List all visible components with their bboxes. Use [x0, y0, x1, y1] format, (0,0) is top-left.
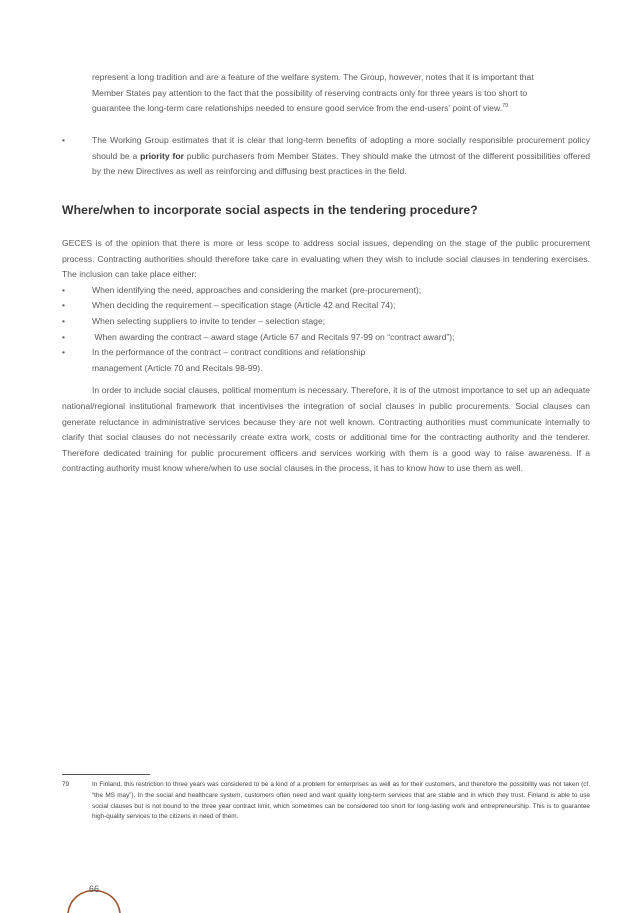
bullet-marker: • — [62, 331, 66, 342]
section-heading: Where/when to incorporate social aspects in the tendering procedure? — [62, 203, 478, 217]
stage-list — [62, 283, 590, 377]
list-item — [62, 283, 590, 299]
closing-paragraph: In order to include social clauses, political momentum is necessary. Therefore, it is of the utmost importance to set up an adequate national/regional institutional framework that incentivises the integration of social clauses in public procurements. Social clauses can generate reluctance in administrative services because they are not well known. Contracting authorities must communicate internally to clarify that social clauses do not necessarily create extra work, costs or additional time for the contracting authority and the tenderer. Therefore dedicated training for public procurement officers and services working with them is a good way to raise awareness. If a contracting authority must know where/when to use social clauses in the process, it has to know how to use them as well. — [62, 385, 590, 474]
bullet-marker: • — [62, 284, 66, 295]
footnote-divider — [62, 774, 150, 775]
list-item-text: When deciding the requirement – specification stage (Article 42 and Recital 74); — [92, 300, 396, 311]
list-item-text: In the performance of the contract – contract conditions and relationship management (Article 70 and Recitals 98-99). — [92, 347, 366, 373]
working-group-text-before: The Working Group estimates that it is clear that long-term benefits of adopting a more socially responsible procurement policy should be a — [92, 135, 590, 161]
top-paragraph — [92, 70, 590, 117]
bullet-marker: • — [62, 347, 66, 358]
working-group-bullet — [62, 133, 590, 180]
page-number: 66 — [88, 884, 99, 894]
top-paragraph-line-3 — [92, 101, 590, 117]
list-item-text: When identifying the need, approaches and considering the market (pre-procurement); — [92, 284, 422, 295]
footnote-ref-79[interactable]: 79 — [502, 103, 509, 110]
list-item — [62, 314, 590, 330]
priority-for-emphasis: priority for — [140, 150, 184, 161]
footnote — [62, 780, 590, 823]
bullet-marker: • — [62, 300, 66, 311]
list-item — [62, 345, 590, 376]
bullet-marker: • — [62, 135, 66, 145]
intro-paragraph: GECES is of the opinion that there is more or less scope to address social issues, depending on the stage of the public procurement process. Contracting authorities should therefore take care in evaluating when they wish to include social clauses in tendering exercises. The inclusion can take place either: — [62, 238, 590, 280]
top-paragraph-line-3-text: guarantee the long-term care relationships needed to ensure good service from the end-users' point of view. — [92, 103, 503, 114]
section-body — [62, 236, 590, 477]
top-paragraph-line-2: Member States pay attention to the fact that the possibility of reserving contracts only for three years is too short to — [92, 87, 528, 98]
bullet-marker: • — [62, 315, 66, 326]
working-group-text-after: public purchasers from Member States. They should make the utmost of the different possibilities offered by the new Directives as well as reinforcing and diffusing best practices in the field. — [92, 150, 591, 177]
list-item — [62, 330, 590, 346]
working-group-text — [92, 133, 590, 180]
list-item — [62, 298, 590, 314]
footnote-number: 79 — [62, 781, 70, 788]
top-paragraph-line-1: represent a long tradition and are a feature of the welfare system. The Group, however, notes that it is important that — [92, 72, 534, 82]
list-item-text: When selecting suppliers to invite to tender – selection stage; — [92, 315, 326, 326]
list-item-text: When awarding the contract – award stage (Article 67 and Recitals 97-99 on “contract award”); — [92, 331, 455, 342]
footnote-text: In Finland, this restriction to three years was considered to be a kind of a problem for enterprises as well as for their customers, and therefore the possibility was not taken (cf. “the MS may”). In the social and healthcare system, customers often need and want quality long-term services that are stable and in which they trust. Finland is able to use social clauses but is not bound to the three year contract limit, which sometimes can be considered too short for long-lasting work and entrepreneurship. This is to guarantee high-quality services to the citizens in need of them. — [92, 781, 590, 821]
